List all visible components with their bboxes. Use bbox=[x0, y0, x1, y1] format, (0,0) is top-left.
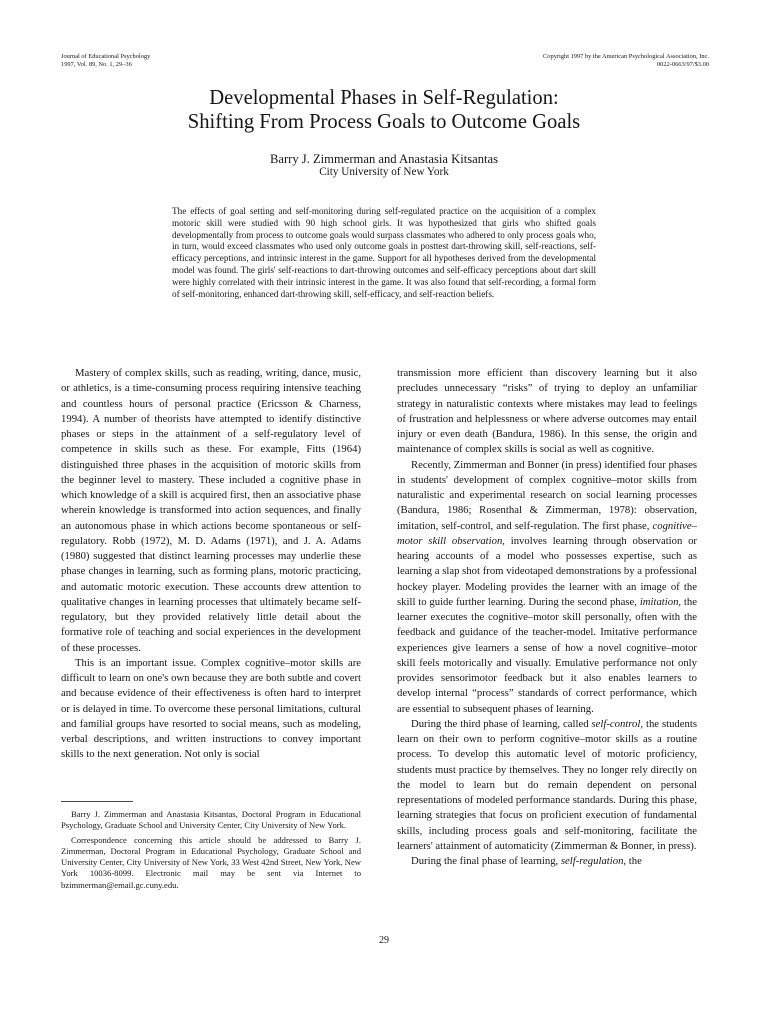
copyright-notice bbox=[543, 53, 709, 68]
text-run: During the third phase of learning, called bbox=[411, 717, 592, 730]
left-column bbox=[61, 366, 361, 763]
text-run: the students learn on their own to perform cognitive–motor skills as a routine process. To develop this automatic level of motoric proficiency, students must practice by themselves. They no longer rely directly on the model to learn but do remain dependent on personal representations of modeled performance standards. During this phase, learning strategies that focus on proficient execution of fundamental skills, including process goals and self-monitoring, facilitate the learners' attainment of automaticity (Zimmerman & Bonner, in press). bbox=[397, 717, 697, 852]
body-paragraph: transmission more efficient than discovery learning but it also precludes unnecessary “risks” of trying to deploy an unfamiliar strategy in naturalistic contexts where mistakes may lead to feelings of frustration and helplessness or where adverse outcomes may entail injury or even death (Bandura, 1986). In this sense, the origin and maintenance of complex skills is social as well as cognitive. bbox=[397, 367, 697, 456]
body-paragraph bbox=[397, 458, 697, 717]
footnote-affiliation: Barry J. Zimmerman and Anastasia Kitsantas, Doctoral Program in Educational Psychology, Graduate School and University Center, City University of New York. bbox=[61, 809, 361, 831]
author-footnote bbox=[61, 809, 361, 891]
footnote-correspondence: Correspondence concerning this article should be addressed to Barry J. Zimmerman, Doctoral Program in Educational Psychology, Graduate School and University Center, City University of New York, 33 West 42nd Street, New York, New York 10036-8099. Electronic mail may be sent via Internet to bzimmerman@email.gc.cuny.edu. bbox=[61, 834, 361, 890]
emphasis-text: self-regulation, bbox=[560, 855, 627, 867]
text-run: Recently, Zimmerman and Bonner (in press) identified four phases in students' development of complex cognitive–motor skills from naturalistic and experimental research on social learning processes (Bandura, 1986; Rosenthal & Zimmerman, 1978): observation, imitation, self-control, and self-regulation. The first phase, bbox=[397, 458, 697, 532]
text-run: During the final phase of learning, bbox=[411, 855, 561, 867]
text-run: the learner executes the cognitive–motor skill personally, often with the feedback and guidance of the teacher-model. Imitative performance experiences give learners a sense of how a novel cognitive–motor skill feels motorically and visually. Emulative performance not only provides sensorimotor feedback but it also enables learners to develop internal “process” standards of correct performance, which are essential to subsequent phases of learning. bbox=[397, 595, 697, 715]
title-line-2: Shifting From Process Goals to Outcome Goals bbox=[187, 111, 581, 133]
footnote-rule bbox=[61, 801, 133, 802]
author-names: Barry J. Zimmerman and Anastasia Kitsantas bbox=[269, 152, 499, 166]
journal-citation bbox=[61, 53, 150, 68]
title-line-1: Developmental Phases in Self-Regulation: bbox=[209, 87, 559, 109]
emphasis-text: self-control, bbox=[591, 717, 644, 730]
body-paragraph bbox=[397, 717, 697, 854]
abstract: The effects of goal setting and self-monitoring during self-regulated practice on the acquisition of a complex motoric skill were studied with 90 high school girls. It was hypothesized that girls who shifted goals developmentally from process to outcome goals would surpass classmates who adhered to only process goals who, in turn, would exceed classmates who used only outcome goals in posttest dart-throwing skill, self-reactions, self-efficacy perceptions, and intrinsic interest in the game. Support for all hypotheses derived from the developmental model was found. The girls' self-reactions to dart-throwing outcomes and self-efficacy perceptions about dart skill were highly correlated with their intrinsic interest in the game. It was also found that self-recording, a formal form of self-monitoring, enhanced dart-throwing skill, self-efficacy, and self-reaction beliefs. bbox=[172, 206, 596, 299]
text-run: involves learning through observation or hearing accounts of a model who possesses expertise, such as learning a slap shot from videotaped demonstrations by a professional hockey player. Modeling provides the learner with an image of the skill to guide further learning. During the second phase, bbox=[397, 534, 697, 608]
page-number: 29 bbox=[379, 935, 389, 946]
issn-line: 0022-0663/97/$3.00 bbox=[656, 60, 709, 68]
right-column bbox=[397, 366, 697, 869]
emphasis-text: cognitive–motor skill observation, bbox=[397, 519, 697, 547]
body-paragraph: This is an important issue. Complex cognitive–motor skills are difficult to learn on one's own because they are both subtle and covert and because evidence of their effectiveness is often hard to interpret or is delayed in time. To overcome these personal limitations, cultural and familial groups have resorted to social means, such as modeling, verbal descriptions, and written instructions to convey important skills to the next generation. Not only is social bbox=[61, 656, 361, 761]
body-paragraph: Mastery of complex skills, such as reading, writing, dance, music, or athletics, is a time-consuming process requiring intensive teaching and countless hours of personal practice (Ericsson & Charness, 1994). A number of theorists have attempted to identify distinctive phases or steps in the attainment of a self-regulatory level of competence in skills such as these. For example, Fitts (1964) distinguished three phases in the acquisition of motoric skills from the beginner level to mastery. These included a cognitive phase in which knowledge of a skill is acquired first, then an associative phase wherein knowledge is transformed into action sequences, and finally an autonomous phase in which actions become spontaneous or self-regulatory. Robb (1972), M. D. Adams (1971), and J. A. Adams (1980) suggested that distinct learning processes may underlie these phase changes in learning, such as forming plans, motoric practicing, and automatic motoric execution. These accounts drew attention to qualitative changes in learning processes that ultimately became self-regulatory, but they provided relatively little detail about the formative role of teaching and social experiences in the development of these processes. bbox=[61, 367, 361, 654]
text-run: the bbox=[626, 855, 642, 867]
body-paragraph bbox=[397, 854, 697, 869]
copyright-line: Copyright 1997 by the American Psychological Association, Inc. bbox=[543, 53, 709, 60]
emphasis-text: imitation, bbox=[639, 595, 682, 608]
affiliation: City University of New York bbox=[319, 166, 449, 178]
journal-name: Journal of Educational Psychology bbox=[61, 53, 151, 60]
journal-volume: 1997, Vol. 89, No. 1, 29–36 bbox=[61, 60, 132, 68]
article-title bbox=[0, 86, 768, 134]
